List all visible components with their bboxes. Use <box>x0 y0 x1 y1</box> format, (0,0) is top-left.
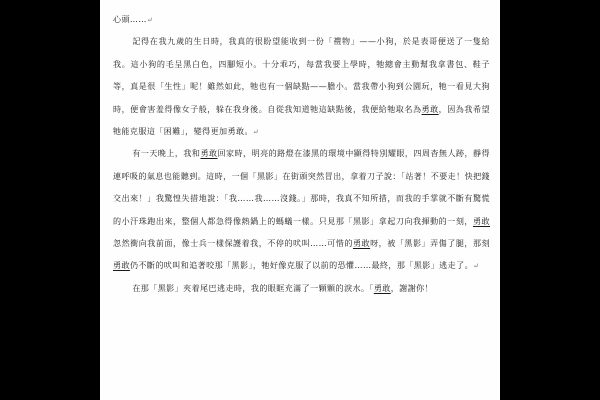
text-run: 回家時，明亮的路燈在漆黑的環境中顯得特別耀眼，四周杳無人跡，靜得連呼吸的氣息也能聽到。這時，一個「黑影」在街頭突然冒出，拿着刀子說：「站著！不要走！快把錢交出來！」我驚惶失措地說：「我……我……沒錢。」那時，我真不知所措，而我的手掌就不斷有驚慌的小汗珠跑出來，整個人都急得像熱鍋上的螞蟻一樣。只見那「黑影」拿起刀向我揮動的一刻， <box>113 149 490 226</box>
paragraph <box>113 278 490 300</box>
underlined-term: 勇敢 <box>352 239 371 249</box>
text-run: 忽然衝向我前面，像士兵一樣保護着我，不停的吠叫……可惜的 <box>113 239 353 249</box>
text-run: 呀，被「黑影」弄傷了腿，那刻 <box>370 239 491 249</box>
document-page <box>100 0 500 400</box>
text-run: 記得在我九歲的生日時，我真的很盼望能收到一份「禮物」——小狗，於是表哥便送了一隻給我。這小狗的毛呈黑白色，四腳短小。十分乖巧，每當我要上學時，牠總會主動幫我拿書包、鞋子等，真是很「生性」呢！雖然如此，牠也有一個缺點——膽小。當我帶小狗到公園玩，牠一看見大狗時，便會害羞得像女子般，躲在我身後。自從我知道牠這缺點後，我便給牠取名為 <box>113 37 490 114</box>
paragraph-mark: ↵ <box>252 128 259 137</box>
text-run: ，謝謝你！ <box>390 283 434 293</box>
underlined-term: 勇敢 <box>421 104 439 114</box>
text-run: 有一天晚上，我和 <box>132 149 201 159</box>
text-run: ，因為我希望牠能克服這「困難」，變得更加勇敢。 <box>113 104 490 137</box>
letterbox-left <box>0 0 100 400</box>
underlined-term: 勇敢 <box>373 283 391 293</box>
underlined-term: 勇敢 <box>472 216 491 226</box>
text-run: 心頭…… <box>113 15 147 24</box>
underlined-term: 勇敢 <box>113 261 130 271</box>
paragraph-mark: ↵ <box>473 262 479 271</box>
letterbox-right <box>500 0 600 400</box>
text-run: 在那「黑影」夾着尾巴逃走時，我的眼眶充滿了一顆顆的淚水。「 <box>132 283 374 293</box>
text-run: 仍不斷的吠叫和追著咬那「黑影」，牠好像克服了以前的恐懼……最終，那「黑影」逃走了。 <box>129 261 474 271</box>
paragraph <box>113 31 490 143</box>
underlined-term: 勇敢 <box>200 149 218 159</box>
paragraph <box>113 9 490 31</box>
paragraph <box>113 143 490 277</box>
paragraph-mark: ↵ <box>146 16 153 24</box>
page-text-body <box>100 0 500 300</box>
